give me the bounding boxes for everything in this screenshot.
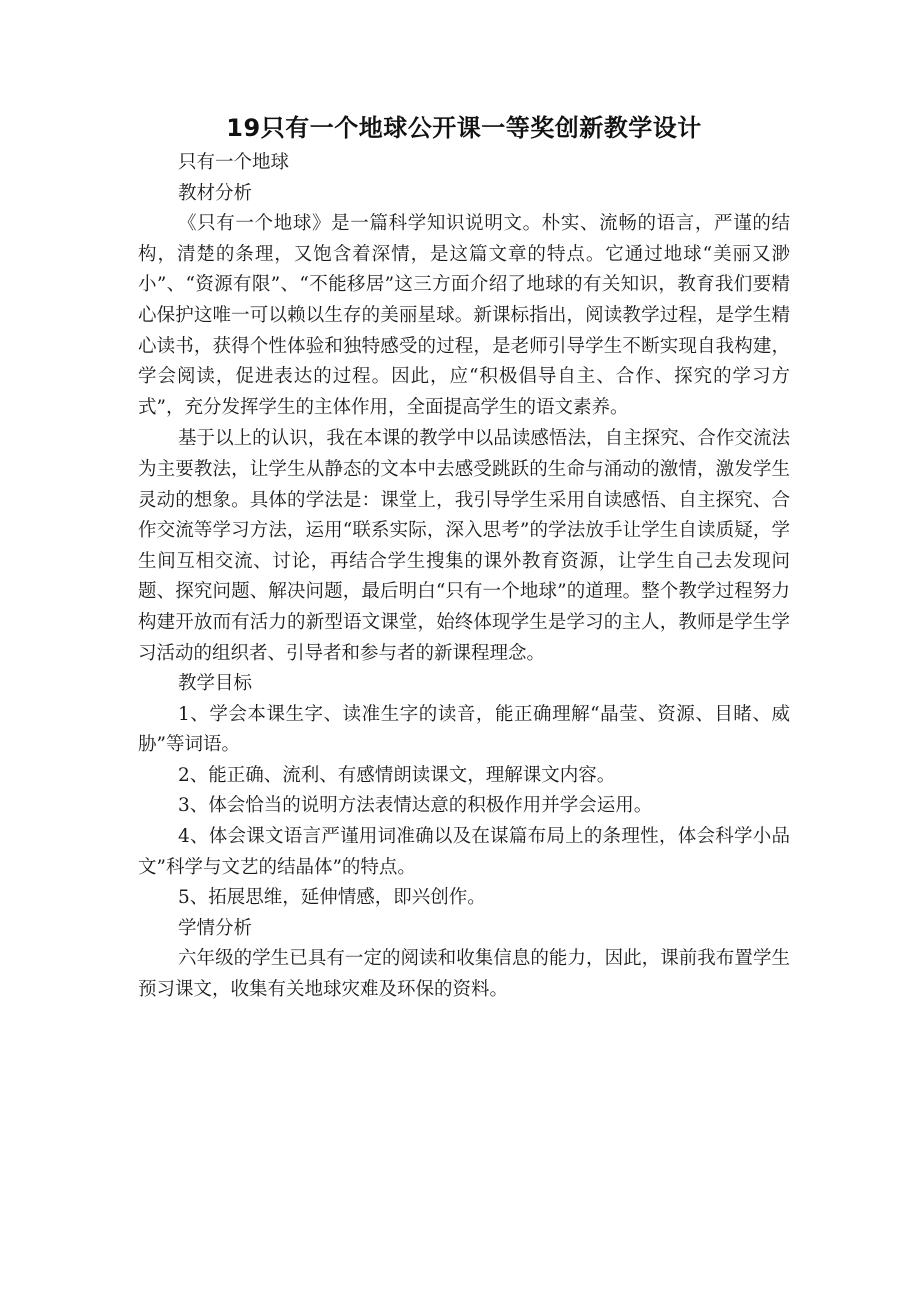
goal-item: 3、体会恰当的说明方法表情达意的积极作用并学会运用。 <box>178 795 653 817</box>
analysis-heading: 教材分析 <box>178 182 253 204</box>
analysis-paragraph-1: 《只有一个地球》是一篇科学知识说明文。朴实、流畅的语言，严谨的结构，清楚的条理，又饱含着深情，是这篇文章的特点。它通过地球“美丽又渺小”、“资源有限”、“不能移居”这三方面介绍了地球的有关知识，教育我们要精心保护这唯一可以赖以生存的美丽星球。新课标指出，阅读教学过程，是学生精心读书，获得个性体验和独特感受的过程，是老师引导学生不断实现自我构建，学会阅读，促进表达的过程。因此，应“积极倡导自主、合作、探究的学习方式”，充分发挥学生的主体作用，全面提高学生的语文素养。 <box>138 213 790 418</box>
analysis-paragraph-2: 基于以上的认识，我在本课的教学中以品读感悟法，自主探究、合作交流法为主要教法，让学生从静态的文本中去感受跳跃的生命与涌动的激情，激发学生灵动的想象。具体的学法是：课堂上，我引导学生采用自读感悟、自主探究、合作交流等学习方法，运用“联系实际，深入思考”的学法放手让学生自读质疑，学生间互相交流、讨论，再结合学生搜集的课外教育资源，让学生自己去发现问题、探究问题、解决问题，最后明白“只有一个地球”的道理。整个教学过程努力构建开放而有活力的新型语文课堂，始终体现学生是学习的主人，教师是学生学习活动的组织者、引导者和参与者的新课程理念。 <box>138 428 790 664</box>
students-paragraph-1: 六年级的学生已具有一定的阅读和收集信息的能力，因此，课前我布置学生预习课文，收集有关地球灾难及环保的资料。 <box>138 948 790 1001</box>
document-title: 19只有一个地球公开课一等奖创新教学设计 <box>226 114 702 142</box>
goal-item: 4、体会课文语言严谨用词准确以及在谋篇布局上的条理性，体会科学小品文”科学与文艺的结晶体”的特点。 <box>138 826 790 878</box>
goal-item: 1、学会本课生字、读准生字的读音，能正确理解“晶莹、资源、目睹、威胁”等词语。 <box>138 703 790 756</box>
goal-item: 2、能正确、流利、有感情朗读课文，理解课文内容。 <box>178 764 616 786</box>
goal-item: 5、拓展思维，延伸情感，即兴创作。 <box>178 887 486 909</box>
lesson-name: 只有一个地球 <box>178 152 290 173</box>
students-heading: 学情分析 <box>178 917 253 939</box>
goals-heading: 教学目标 <box>178 673 253 695</box>
document-page <box>138 108 790 1006</box>
